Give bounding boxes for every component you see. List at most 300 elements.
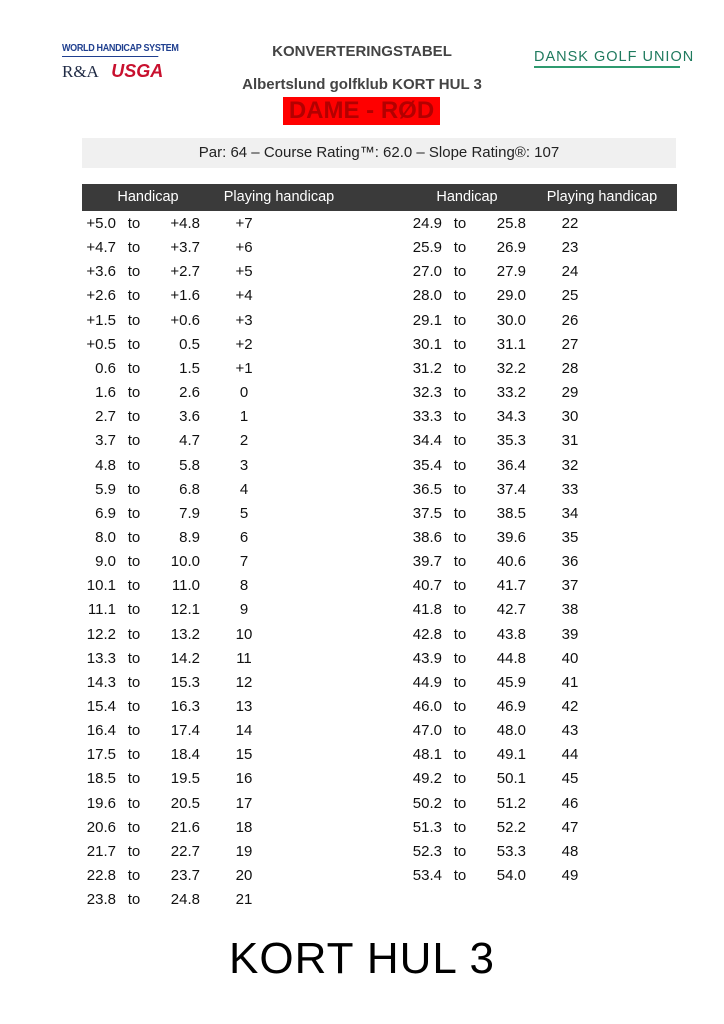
to-label: to [127, 601, 141, 619]
to-label: to [453, 770, 467, 788]
handicap-to: 1.5 [179, 359, 200, 377]
table-row [396, 454, 626, 478]
playing-handicap: 15 [235, 746, 253, 764]
handicap-from: 35.4 [412, 456, 442, 474]
table-header [82, 184, 677, 211]
to-label: to [127, 311, 141, 329]
playing-handicap: 49 [561, 867, 579, 885]
to-label: to [127, 818, 141, 836]
handicap-from: 41.8 [412, 601, 442, 619]
to-label: to [127, 456, 141, 474]
table-row [396, 695, 626, 719]
playing-handicap: 48 [561, 842, 579, 860]
playing-handicap: 14 [235, 722, 253, 740]
handicap-from: 28.0 [412, 287, 442, 305]
to-label: to [453, 263, 467, 281]
to-label: to [127, 263, 141, 281]
playing-handicap: 24 [561, 263, 579, 281]
to-label: to [127, 359, 141, 377]
playing-handicap: +5 [235, 263, 253, 281]
to-label: to [453, 842, 467, 860]
handicap-from: 44.9 [412, 673, 442, 691]
playing-handicap: 36 [561, 553, 579, 571]
handicap-from: 21.7 [86, 842, 116, 860]
table-row [396, 381, 626, 405]
handicap-to: 53.3 [496, 842, 526, 860]
playing-handicap: 43 [561, 722, 579, 740]
playing-handicap: 46 [561, 794, 579, 812]
handicap-to: 33.2 [496, 384, 526, 402]
playing-handicap: 34 [561, 504, 579, 522]
to-label: to [453, 480, 467, 498]
table-row [396, 478, 626, 502]
handicap-from: +3.6 [86, 263, 116, 281]
to-label: to [127, 794, 141, 812]
playing-handicap: +7 [235, 215, 253, 232]
table-row [396, 743, 626, 767]
handicap-from: 49.2 [412, 770, 442, 788]
table-row [396, 502, 626, 526]
playing-handicap: +3 [235, 311, 253, 329]
handicap-from: 6.9 [95, 504, 116, 522]
table-row [396, 333, 626, 357]
table-row [396, 284, 626, 308]
handicap-to: 26.9 [496, 239, 526, 257]
handicap-from: 8.0 [95, 528, 116, 546]
handicap-to: 8.9 [179, 528, 200, 546]
logo-row [62, 61, 174, 82]
table-row [396, 840, 626, 864]
handicap-to: 25.8 [496, 215, 526, 232]
handicap-to: 42.7 [496, 601, 526, 619]
handicap-from: 32.3 [412, 384, 442, 402]
playing-handicap: 4 [239, 480, 249, 498]
handicap-to: 38.5 [496, 504, 526, 522]
to-label: to [453, 432, 467, 450]
handicap-from: 4.8 [95, 456, 116, 474]
playing-handicap: 11 [236, 649, 252, 667]
to-label: to [127, 722, 141, 740]
playing-handicap: 7 [239, 553, 249, 571]
playing-handicap: 13 [235, 698, 253, 715]
table-row [70, 357, 300, 381]
table-row [396, 260, 626, 284]
handicap-to: 2.6 [179, 384, 200, 402]
handicap-to: 31.1 [496, 335, 526, 353]
handicap-from: 51.3 [412, 818, 442, 836]
playing-handicap: 20 [235, 867, 253, 885]
table-row [396, 357, 626, 381]
playing-handicap: 42 [561, 698, 579, 715]
playing-handicap: +4 [235, 287, 253, 305]
handicap-from: 20.6 [86, 818, 116, 836]
playing-handicap: 10 [235, 625, 253, 643]
playing-handicap: 28 [561, 359, 579, 377]
playing-handicap: 33 [561, 480, 579, 498]
handicap-to: 41.7 [496, 577, 526, 595]
playing-handicap: 21 [235, 891, 253, 909]
to-label: to [453, 794, 467, 812]
handicap-to: 21.6 [170, 818, 200, 836]
handicap-to: 27.9 [496, 263, 526, 281]
table-row [70, 381, 300, 405]
dgu-logo: DANSK GOLF UNION [534, 49, 680, 68]
handicap-to: 11.0 [171, 577, 200, 595]
handicap-to: +2.7 [170, 263, 200, 281]
to-label: to [453, 625, 467, 643]
handicap-from: 31.2 [412, 359, 442, 377]
to-label: to [453, 818, 467, 836]
handicap-to: 16.3 [170, 698, 200, 715]
playing-handicap: 35 [561, 528, 579, 546]
table-row [70, 478, 300, 502]
playing-handicap: 9 [239, 601, 249, 619]
handicap-from: 19.6 [86, 794, 116, 812]
table-row [396, 429, 626, 453]
playing-handicap: 26 [561, 311, 579, 329]
handicap-to: 40.6 [496, 553, 526, 571]
handicap-from: 43.9 [412, 649, 442, 667]
to-label: to [453, 601, 467, 619]
handicap-from: 42.8 [412, 625, 442, 643]
playing-handicap: 25 [561, 287, 579, 305]
table-row [396, 671, 626, 695]
playing-handicap: 22 [561, 215, 579, 232]
to-label: to [453, 867, 467, 885]
handicap-from: 38.6 [412, 528, 442, 546]
to-label: to [453, 746, 467, 764]
table-row [70, 212, 300, 236]
table-row [396, 405, 626, 429]
handicap-to: 12.1 [170, 601, 200, 619]
to-label: to [453, 287, 467, 305]
handicap-to: 22.7 [170, 842, 200, 860]
playing-handicap: 16 [235, 770, 253, 788]
handicap-to: 3.6 [179, 408, 200, 426]
to-label: to [127, 867, 141, 885]
to-label: to [127, 577, 141, 595]
to-label: to [127, 480, 141, 498]
handicap-to: 34.3 [496, 408, 526, 426]
playing-handicap: 30 [561, 408, 579, 426]
table-row [396, 647, 626, 671]
to-label: to [127, 625, 141, 643]
handicap-from: +0.5 [86, 335, 116, 353]
header-playing-right: Playing handicap [546, 189, 658, 205]
table-row [396, 526, 626, 550]
to-label: to [127, 504, 141, 522]
playing-handicap: 6 [239, 528, 249, 546]
handicap-from: 39.7 [412, 553, 442, 571]
to-label: to [127, 432, 141, 450]
table-row [396, 719, 626, 743]
table-row [70, 767, 300, 791]
playing-handicap: 1 [239, 408, 249, 426]
playing-handicap: 40 [561, 649, 579, 667]
table-row [70, 236, 300, 260]
club-name: Albertslund golfklub KORT HUL 3 [242, 76, 482, 93]
handicap-to: 4.7 [179, 432, 200, 450]
handicap-to: 30.0 [496, 311, 526, 329]
playing-handicap: 27 [561, 335, 579, 353]
to-label: to [453, 239, 467, 257]
handicap-to: 49.1 [496, 746, 526, 764]
to-label: to [453, 311, 467, 329]
to-label: to [127, 528, 141, 546]
handicap-from: 34.4 [412, 432, 442, 450]
footer-title: KORT HUL 3 [229, 934, 495, 983]
handicap-to: 13.2 [170, 625, 200, 643]
handicap-to: 52.2 [496, 818, 526, 836]
to-label: to [453, 698, 467, 715]
playing-handicap: 0 [239, 384, 249, 402]
handicap-from: 18.5 [86, 770, 116, 788]
handicap-to: 54.0 [496, 867, 526, 885]
handicap-from: 24.9 [412, 215, 442, 232]
to-label: to [453, 673, 467, 691]
playing-handicap: 23 [561, 239, 579, 257]
table-row [70, 840, 300, 864]
handicap-to: 37.4 [496, 480, 526, 498]
handicap-from: 50.2 [412, 794, 442, 812]
handicap-from: 25.9 [412, 239, 442, 257]
table-row [396, 574, 626, 598]
table-row [70, 598, 300, 622]
playing-handicap: 44 [561, 746, 579, 764]
to-label: to [453, 649, 467, 667]
table-row [70, 454, 300, 478]
to-label: to [127, 746, 141, 764]
to-label: to [453, 384, 467, 402]
ra-logo: R&A [62, 62, 99, 81]
table-row [70, 671, 300, 695]
table-row [70, 816, 300, 840]
usga-logo: USGA [111, 61, 164, 81]
header-handicap-left: Handicap [117, 189, 179, 205]
table-row [396, 212, 626, 236]
table-row [396, 550, 626, 574]
handicap-from: 11.1 [87, 601, 116, 619]
handicap-to: +3.7 [170, 239, 200, 257]
to-label: to [453, 577, 467, 595]
to-label: to [127, 698, 141, 715]
handicap-from: 30.1 [412, 335, 442, 353]
handicap-to: 18.4 [170, 746, 200, 764]
to-label: to [127, 408, 141, 426]
to-label: to [127, 673, 141, 691]
handicap-to: 39.6 [496, 528, 526, 546]
table-row [396, 236, 626, 260]
handicap-from: +4.7 [86, 239, 116, 257]
handicap-from: 12.2 [86, 625, 116, 643]
playing-handicap: 39 [561, 625, 579, 643]
whs-logo-text: WORLD HANDICAP SYSTEM [62, 42, 158, 57]
handicap-to: 44.8 [496, 649, 526, 667]
handicap-from: 13.3 [86, 649, 116, 667]
header-handicap-right: Handicap [436, 189, 498, 205]
playing-handicap: 2 [239, 432, 249, 450]
playing-handicap: 17 [235, 794, 253, 812]
handicap-to: 46.9 [496, 698, 526, 715]
playing-handicap: +1 [235, 359, 253, 377]
table-row [396, 767, 626, 791]
handicap-to: 45.9 [496, 673, 526, 691]
handicap-to: +4.8 [170, 215, 200, 232]
handicap-from: 48.1 [412, 746, 442, 764]
playing-handicap: +2 [235, 335, 253, 353]
table-row [396, 864, 626, 888]
handicap-from: 16.4 [86, 722, 116, 740]
to-label: to [453, 456, 467, 474]
table-row [70, 574, 300, 598]
to-label: to [453, 359, 467, 377]
to-label: to [453, 504, 467, 522]
handicap-to: +0.6 [170, 311, 200, 329]
course-rating-bar: Par: 64 – Course Rating™: 62.0 – Slope Rating®: 107 [82, 138, 676, 168]
to-label: to [453, 215, 467, 232]
handicap-from: 33.3 [412, 408, 442, 426]
playing-handicap: 18 [235, 818, 253, 836]
handicap-to: +1.6 [170, 287, 200, 305]
playing-handicap: 31 [561, 432, 579, 450]
to-label: to [127, 239, 141, 257]
handicap-from: 53.4 [412, 867, 442, 885]
handicap-to: 36.4 [496, 456, 526, 474]
handicap-to: 20.5 [170, 794, 200, 812]
handicap-to: 5.8 [179, 456, 200, 474]
table-row [70, 260, 300, 284]
handicap-to: 51.2 [496, 794, 526, 812]
handicap-from: 37.5 [412, 504, 442, 522]
handicap-from: 27.0 [412, 263, 442, 281]
to-label: to [127, 335, 141, 353]
playing-handicap: 12 [235, 673, 253, 691]
table-row [396, 792, 626, 816]
handicap-to: 50.1 [496, 770, 526, 788]
table-row [70, 888, 300, 912]
handicap-from: 47.0 [412, 722, 442, 740]
handicap-to: 43.8 [496, 625, 526, 643]
handicap-from: 29.1 [412, 311, 442, 329]
to-label: to [127, 553, 141, 571]
handicap-from: 14.3 [86, 673, 116, 691]
handicap-from: 2.7 [95, 408, 116, 426]
table-row [70, 284, 300, 308]
table-row [70, 405, 300, 429]
handicap-to: 0.5 [179, 335, 200, 353]
playing-handicap: 8 [239, 577, 249, 595]
page-title: KONVERTERINGSTABEL [272, 43, 452, 60]
table-row [70, 623, 300, 647]
table-row [396, 598, 626, 622]
table-row [70, 864, 300, 888]
handicap-to: 48.0 [496, 722, 526, 740]
handicap-from: 17.5 [86, 746, 116, 764]
to-label: to [127, 384, 141, 402]
to-label: to [453, 722, 467, 740]
whs-logo [62, 42, 179, 82]
playing-handicap: 38 [561, 601, 579, 619]
table-row [396, 816, 626, 840]
to-label: to [127, 770, 141, 788]
playing-handicap: 3 [239, 456, 249, 474]
playing-handicap: 29 [561, 384, 579, 402]
handicap-to: 17.4 [170, 722, 200, 740]
table-row [70, 647, 300, 671]
handicap-to: 32.2 [496, 359, 526, 377]
table-row [70, 792, 300, 816]
handicap-to: 15.3 [170, 673, 200, 691]
handicap-from: 22.8 [86, 867, 116, 885]
handicap-from: 3.7 [95, 432, 116, 450]
playing-handicap: 41 [561, 673, 579, 691]
to-label: to [127, 891, 141, 909]
table-row [70, 743, 300, 767]
handicap-from: 0.6 [95, 359, 116, 377]
table-row [396, 623, 626, 647]
table-row [70, 309, 300, 333]
handicap-from: 9.0 [95, 553, 116, 571]
handicap-to: 14.2 [170, 649, 200, 667]
table-row [70, 502, 300, 526]
handicap-from: 23.8 [86, 891, 116, 909]
to-label: to [453, 553, 467, 571]
to-label: to [127, 649, 141, 667]
handicap-to: 7.9 [179, 504, 200, 522]
handicap-from: 10.1 [86, 577, 116, 595]
table-row [70, 526, 300, 550]
handicap-from: 5.9 [95, 480, 116, 498]
handicap-from: +2.6 [86, 287, 116, 305]
handicap-from: 40.7 [412, 577, 442, 595]
handicap-to: 23.7 [170, 867, 200, 885]
handicap-to: 35.3 [496, 432, 526, 450]
handicap-from: 15.4 [86, 698, 116, 715]
handicap-from: 52.3 [412, 842, 442, 860]
handicap-from: 1.6 [95, 384, 116, 402]
playing-handicap: 5 [239, 504, 249, 522]
table-row [70, 550, 300, 574]
to-label: to [453, 528, 467, 546]
handicap-from: 46.0 [412, 698, 442, 715]
handicap-from: +1.5 [86, 311, 116, 329]
header-playing-left: Playing handicap [223, 189, 335, 205]
to-label: to [127, 287, 141, 305]
playing-handicap: 32 [561, 456, 579, 474]
table-row [70, 719, 300, 743]
table-row [70, 695, 300, 719]
playing-handicap: 47 [561, 818, 579, 836]
handicap-to: 10.0 [170, 553, 200, 571]
table-row [70, 429, 300, 453]
to-label: to [127, 215, 141, 232]
handicap-from: 36.5 [412, 480, 442, 498]
playing-handicap: 45 [561, 770, 579, 788]
table-row [396, 309, 626, 333]
to-label: to [127, 842, 141, 860]
table-row [70, 333, 300, 357]
playing-handicap: +6 [235, 239, 253, 257]
tee-badge: DAME - RØD [283, 97, 440, 125]
to-label: to [453, 408, 467, 426]
handicap-to: 6.8 [179, 480, 200, 498]
handicap-from: +5.0 [86, 215, 116, 232]
to-label: to [453, 335, 467, 353]
handicap-to: 19.5 [170, 770, 200, 788]
playing-handicap: 37 [561, 577, 579, 595]
handicap-to: 24.8 [170, 891, 200, 909]
playing-handicap: 19 [235, 842, 253, 860]
